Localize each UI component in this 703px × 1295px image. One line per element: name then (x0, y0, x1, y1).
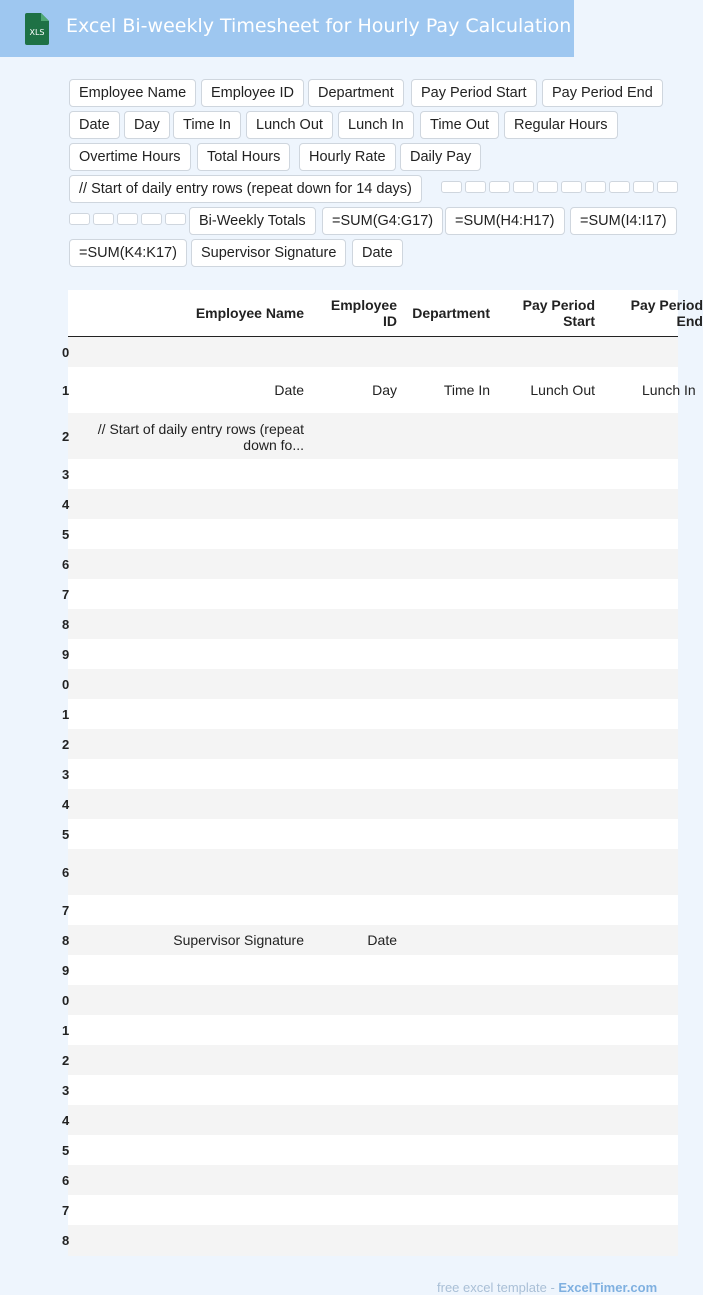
chip-department[interactable]: Department (308, 79, 404, 107)
table-row (62, 1165, 678, 1195)
table-row (62, 579, 678, 609)
cell-lunch-in[interactable]: Lunch In (642, 382, 696, 398)
chip-pay-period-end[interactable]: Pay Period End (542, 79, 663, 107)
chip-sum-k[interactable]: =SUM(K4:K17) (69, 239, 187, 267)
sheet-preview (62, 290, 703, 1256)
table-row (62, 367, 696, 413)
row-number: 7 (62, 903, 70, 918)
chip-empty[interactable] (117, 213, 138, 225)
chip-overtime-hours[interactable]: Overtime Hours (69, 143, 191, 171)
table-row (62, 1105, 678, 1135)
row-number: 0 (62, 345, 70, 360)
table-row (62, 459, 678, 489)
chip-daily-pay[interactable]: Daily Pay (400, 143, 481, 171)
excel-file-icon (23, 13, 51, 45)
chip-empty[interactable] (93, 213, 114, 225)
table-row (62, 985, 678, 1015)
row-number: 6 (62, 557, 70, 572)
table-row (62, 895, 678, 925)
title-bar (0, 0, 574, 57)
chip-supervisor-signature[interactable]: Supervisor Signature (191, 239, 346, 267)
table-row (62, 669, 678, 699)
table-row (62, 925, 678, 955)
chip-sum-g[interactable]: =SUM(G4:G17) (322, 207, 443, 235)
header-pay-period-start: Pay Period Start (522, 297, 595, 329)
table-row (62, 639, 678, 669)
row-number: 3 (62, 467, 70, 482)
chip-empty[interactable] (657, 181, 678, 193)
row-number: 6 (62, 865, 70, 880)
row-number: 7 (62, 1203, 70, 1218)
chip-time-out[interactable]: Time Out (420, 111, 499, 139)
row-number: 5 (62, 1143, 70, 1158)
page-title: Excel Bi-weekly Timesheet for Hourly Pay Calculation (66, 15, 572, 37)
row-number: 5 (62, 527, 70, 542)
row-number: 0 (62, 993, 70, 1008)
chip-empty[interactable] (537, 181, 558, 193)
chip-empty[interactable] (585, 181, 606, 193)
chip-bi-weekly-totals[interactable]: Bi-Weekly Totals (189, 207, 316, 235)
chip-date[interactable]: Date (69, 111, 120, 139)
table-row (62, 519, 678, 549)
table-row (62, 609, 678, 639)
table-header-row (68, 290, 703, 337)
cell-date[interactable]: Date (274, 382, 304, 398)
table-row (62, 789, 678, 819)
chip-lunch-in[interactable]: Lunch In (338, 111, 414, 139)
cell-time-in[interactable]: Time In (443, 382, 490, 398)
table-row (62, 1045, 678, 1075)
row-number: 8 (62, 1233, 70, 1248)
table-row (62, 489, 678, 519)
table-row (62, 759, 678, 789)
row-number: 4 (62, 1113, 70, 1128)
row-number: 5 (62, 827, 70, 842)
cell-comment[interactable]: // Start of daily entry rows (repeat down fo... (97, 421, 304, 453)
chip-regular-hours[interactable]: Regular Hours (504, 111, 618, 139)
chip-hourly-rate[interactable]: Hourly Rate (299, 143, 396, 171)
table-row (62, 1075, 678, 1105)
row-number: 1 (62, 1023, 70, 1038)
chip-empty[interactable] (165, 213, 186, 225)
row-number: 8 (62, 933, 70, 948)
table-row (62, 549, 678, 579)
table-row (62, 819, 678, 849)
cell-lunch-out[interactable]: Lunch Out (530, 382, 595, 398)
table-row (62, 1015, 678, 1045)
table-row (62, 1225, 678, 1256)
row-number: 6 (62, 1173, 70, 1188)
header-pay-period-end: Pay Period End (630, 297, 703, 329)
table-row (62, 413, 678, 459)
row-number: 9 (62, 963, 70, 978)
row-number: 9 (62, 647, 70, 662)
chip-empty[interactable] (465, 181, 486, 193)
row-number: 4 (62, 497, 70, 512)
row-number: 3 (62, 1083, 70, 1098)
row-number: 0 (62, 677, 70, 692)
svg-text:XLS: XLS (29, 28, 45, 37)
chip-employee-id[interactable]: Employee ID (201, 79, 304, 107)
table-row (62, 729, 678, 759)
chip-total-hours[interactable]: Total Hours (197, 143, 290, 171)
chip-date-2[interactable]: Date (352, 239, 403, 267)
row-number: 2 (62, 429, 70, 444)
chip-empty[interactable] (489, 181, 510, 193)
row-number: 1 (62, 707, 70, 722)
chip-time-in[interactable]: Time In (173, 111, 241, 139)
chip-employee-name[interactable]: Employee Name (69, 79, 196, 107)
table-row (62, 699, 678, 729)
row-number: 8 (62, 617, 70, 632)
chip-empty[interactable] (633, 181, 654, 193)
row-number: 2 (62, 737, 70, 752)
chip-empty[interactable] (69, 213, 90, 225)
cell-day[interactable]: Day (372, 382, 397, 398)
header-employee-id: Employee ID (330, 297, 397, 329)
chip-comment[interactable]: // Start of daily entry rows (repeat down for 14 days) (69, 175, 422, 203)
footer-credit (437, 1280, 657, 1295)
footer-prefix: free excel template - (437, 1280, 559, 1295)
chip-pay-period-start[interactable]: Pay Period Start (411, 79, 537, 107)
chip-sum-h[interactable]: =SUM(H4:H17) (445, 207, 565, 235)
table-row (62, 849, 678, 895)
chip-sum-i[interactable]: =SUM(I4:I17) (570, 207, 677, 235)
footer-brand-link[interactable]: ExcelTimer.com (558, 1280, 658, 1295)
row-number: 2 (62, 1053, 70, 1068)
table-row (62, 1195, 678, 1225)
chip-empty[interactable] (609, 181, 630, 193)
row-number: 3 (62, 767, 70, 782)
header-employee-name: Employee Name (195, 305, 304, 321)
chip-empty[interactable] (441, 181, 462, 193)
table-row (62, 1135, 678, 1165)
chip-empty[interactable] (513, 181, 534, 193)
cell-supervisor-signature[interactable]: Supervisor Signature (173, 932, 304, 948)
chip-empty[interactable] (561, 181, 582, 193)
row-number: 4 (62, 797, 70, 812)
header-department: Department (412, 305, 490, 321)
table-row (62, 337, 678, 367)
cell-signature-date[interactable]: Date (367, 932, 397, 948)
table-row (62, 955, 678, 985)
chip-empty[interactable] (141, 213, 162, 225)
chip-lunch-out[interactable]: Lunch Out (246, 111, 333, 139)
row-number: 1 (62, 383, 70, 398)
row-number: 7 (62, 587, 70, 602)
chip-day[interactable]: Day (124, 111, 170, 139)
